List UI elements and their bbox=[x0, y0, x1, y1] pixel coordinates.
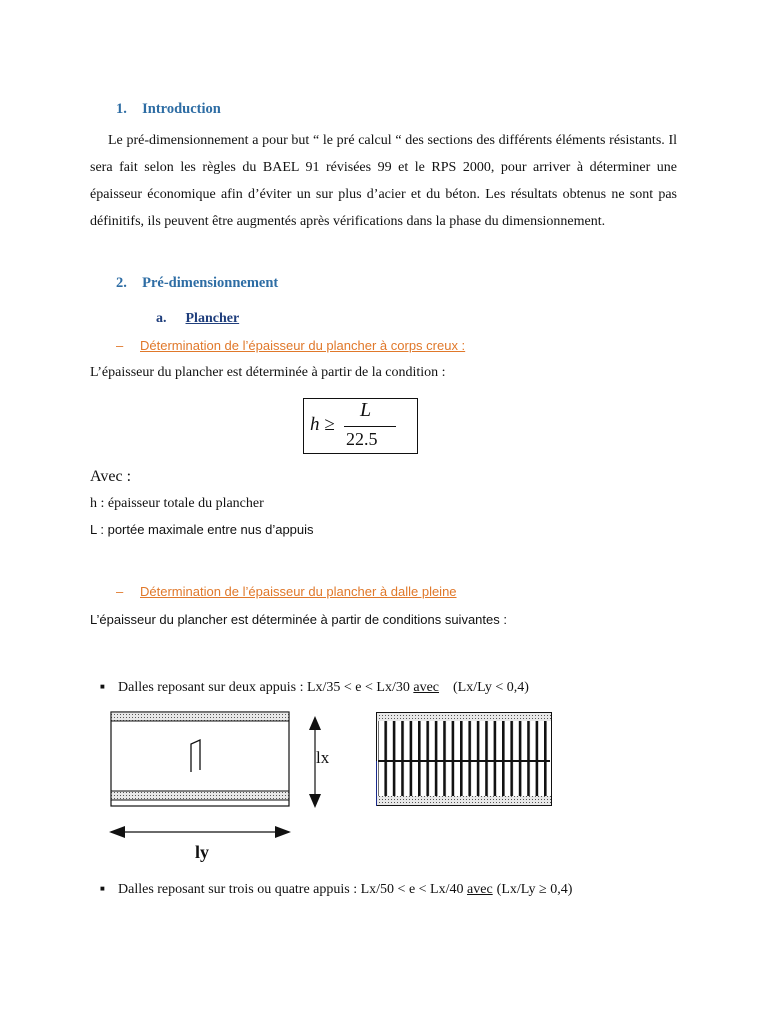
item-1-heading bbox=[116, 338, 465, 353]
bullet-three-four-supports bbox=[100, 882, 572, 898]
section-1-heading bbox=[116, 101, 221, 118]
hollow-slab-top-band bbox=[377, 713, 551, 721]
intro-paragraph bbox=[90, 127, 677, 235]
item-2-intro: L’épaisseur du plancher est déterminée à partir de conditions suivantes : bbox=[90, 612, 507, 627]
hollow-slab-diagram bbox=[376, 712, 552, 808]
ly-arrow-left-icon bbox=[109, 826, 125, 838]
ly-arrow-right-icon bbox=[275, 826, 291, 838]
bullet-two-supports bbox=[100, 680, 529, 696]
formula-lhs: h ≥ bbox=[310, 414, 335, 435]
bottom-support-band bbox=[111, 791, 289, 800]
bullet-2-condition: (Lx/Ly ≥ 0,4) bbox=[496, 882, 573, 897]
subsection-a-title: Plancher bbox=[185, 311, 240, 326]
item-1-intro: L’épaisseur du plancher est déterminée à partir de la condition : bbox=[90, 365, 446, 380]
label-lx: lx bbox=[316, 748, 330, 767]
item-1-dash: – bbox=[116, 338, 124, 353]
hollow-slab-bottom-band bbox=[377, 796, 551, 805]
formula-numerator: L bbox=[360, 399, 372, 421]
label-ly: ly bbox=[195, 842, 210, 862]
def-h: h : épaisseur totale du plancher bbox=[90, 496, 264, 511]
item-2-dash: – bbox=[116, 584, 124, 599]
subsection-a-heading bbox=[156, 311, 239, 327]
top-support-band bbox=[111, 712, 289, 721]
lx-arrow-bottom-icon bbox=[309, 794, 321, 808]
formula-fraction-bar bbox=[344, 426, 396, 427]
section-1-title: Introduction bbox=[142, 101, 221, 117]
section-2-heading bbox=[116, 275, 278, 292]
bullet-2-avec: avec bbox=[467, 882, 493, 897]
lx-arrow-top-icon bbox=[309, 716, 321, 730]
bullet-1-condition: (Lx/Ly < 0,4) bbox=[453, 680, 529, 695]
slab-two-supports-diagram bbox=[105, 708, 345, 868]
subsection-a-letter: a. bbox=[156, 311, 167, 326]
formula-denominator: 22.5 bbox=[346, 429, 378, 449]
item-1-heading-text: Détermination de l’épaisseur du plancher à corps creux : bbox=[140, 338, 466, 353]
bullet-icon: ■ bbox=[100, 884, 105, 893]
item-2-heading bbox=[116, 584, 457, 599]
bullet-1-avec: avec bbox=[413, 680, 440, 695]
bullet-2-text: Dalles reposant sur trois ou quatre appuis : Lx/50 < e < Lx/40 bbox=[118, 882, 468, 897]
section-2-number: 2. bbox=[116, 275, 127, 291]
avec-label: Avec : bbox=[90, 468, 132, 485]
item-2-heading-text: Détermination de l’épaisseur du plancher à dalle pleine bbox=[140, 584, 457, 599]
bullet-1-text: Dalles reposant sur deux appuis : Lx/35 < e < Lx/30 bbox=[118, 680, 414, 695]
hollow-slab-ribs bbox=[378, 721, 550, 796]
bullet-icon: ■ bbox=[100, 682, 105, 691]
formula-box bbox=[303, 398, 418, 454]
intro-paragraph-text: Le pré-dimensionnement a pour but “ le pré calcul “ des sections des différents éléments résistants. Il sera fait selon les règles du BAEL 91 révisées 99 et le RPS 2000, pour arriver à déterminer une épaisseur économique afin d’éviter un sur plus d’acier et du béton. Les résultats obtenus ne sont pas définitifs, ils peuvent être augmentés après vérifications dans la phase du dimensionnement. bbox=[90, 133, 677, 229]
def-L: L : portée maximale entre nus d’appuis bbox=[90, 522, 314, 537]
section-2-title: Pré-dimensionnement bbox=[142, 275, 279, 291]
section-1-number: 1. bbox=[116, 101, 127, 117]
